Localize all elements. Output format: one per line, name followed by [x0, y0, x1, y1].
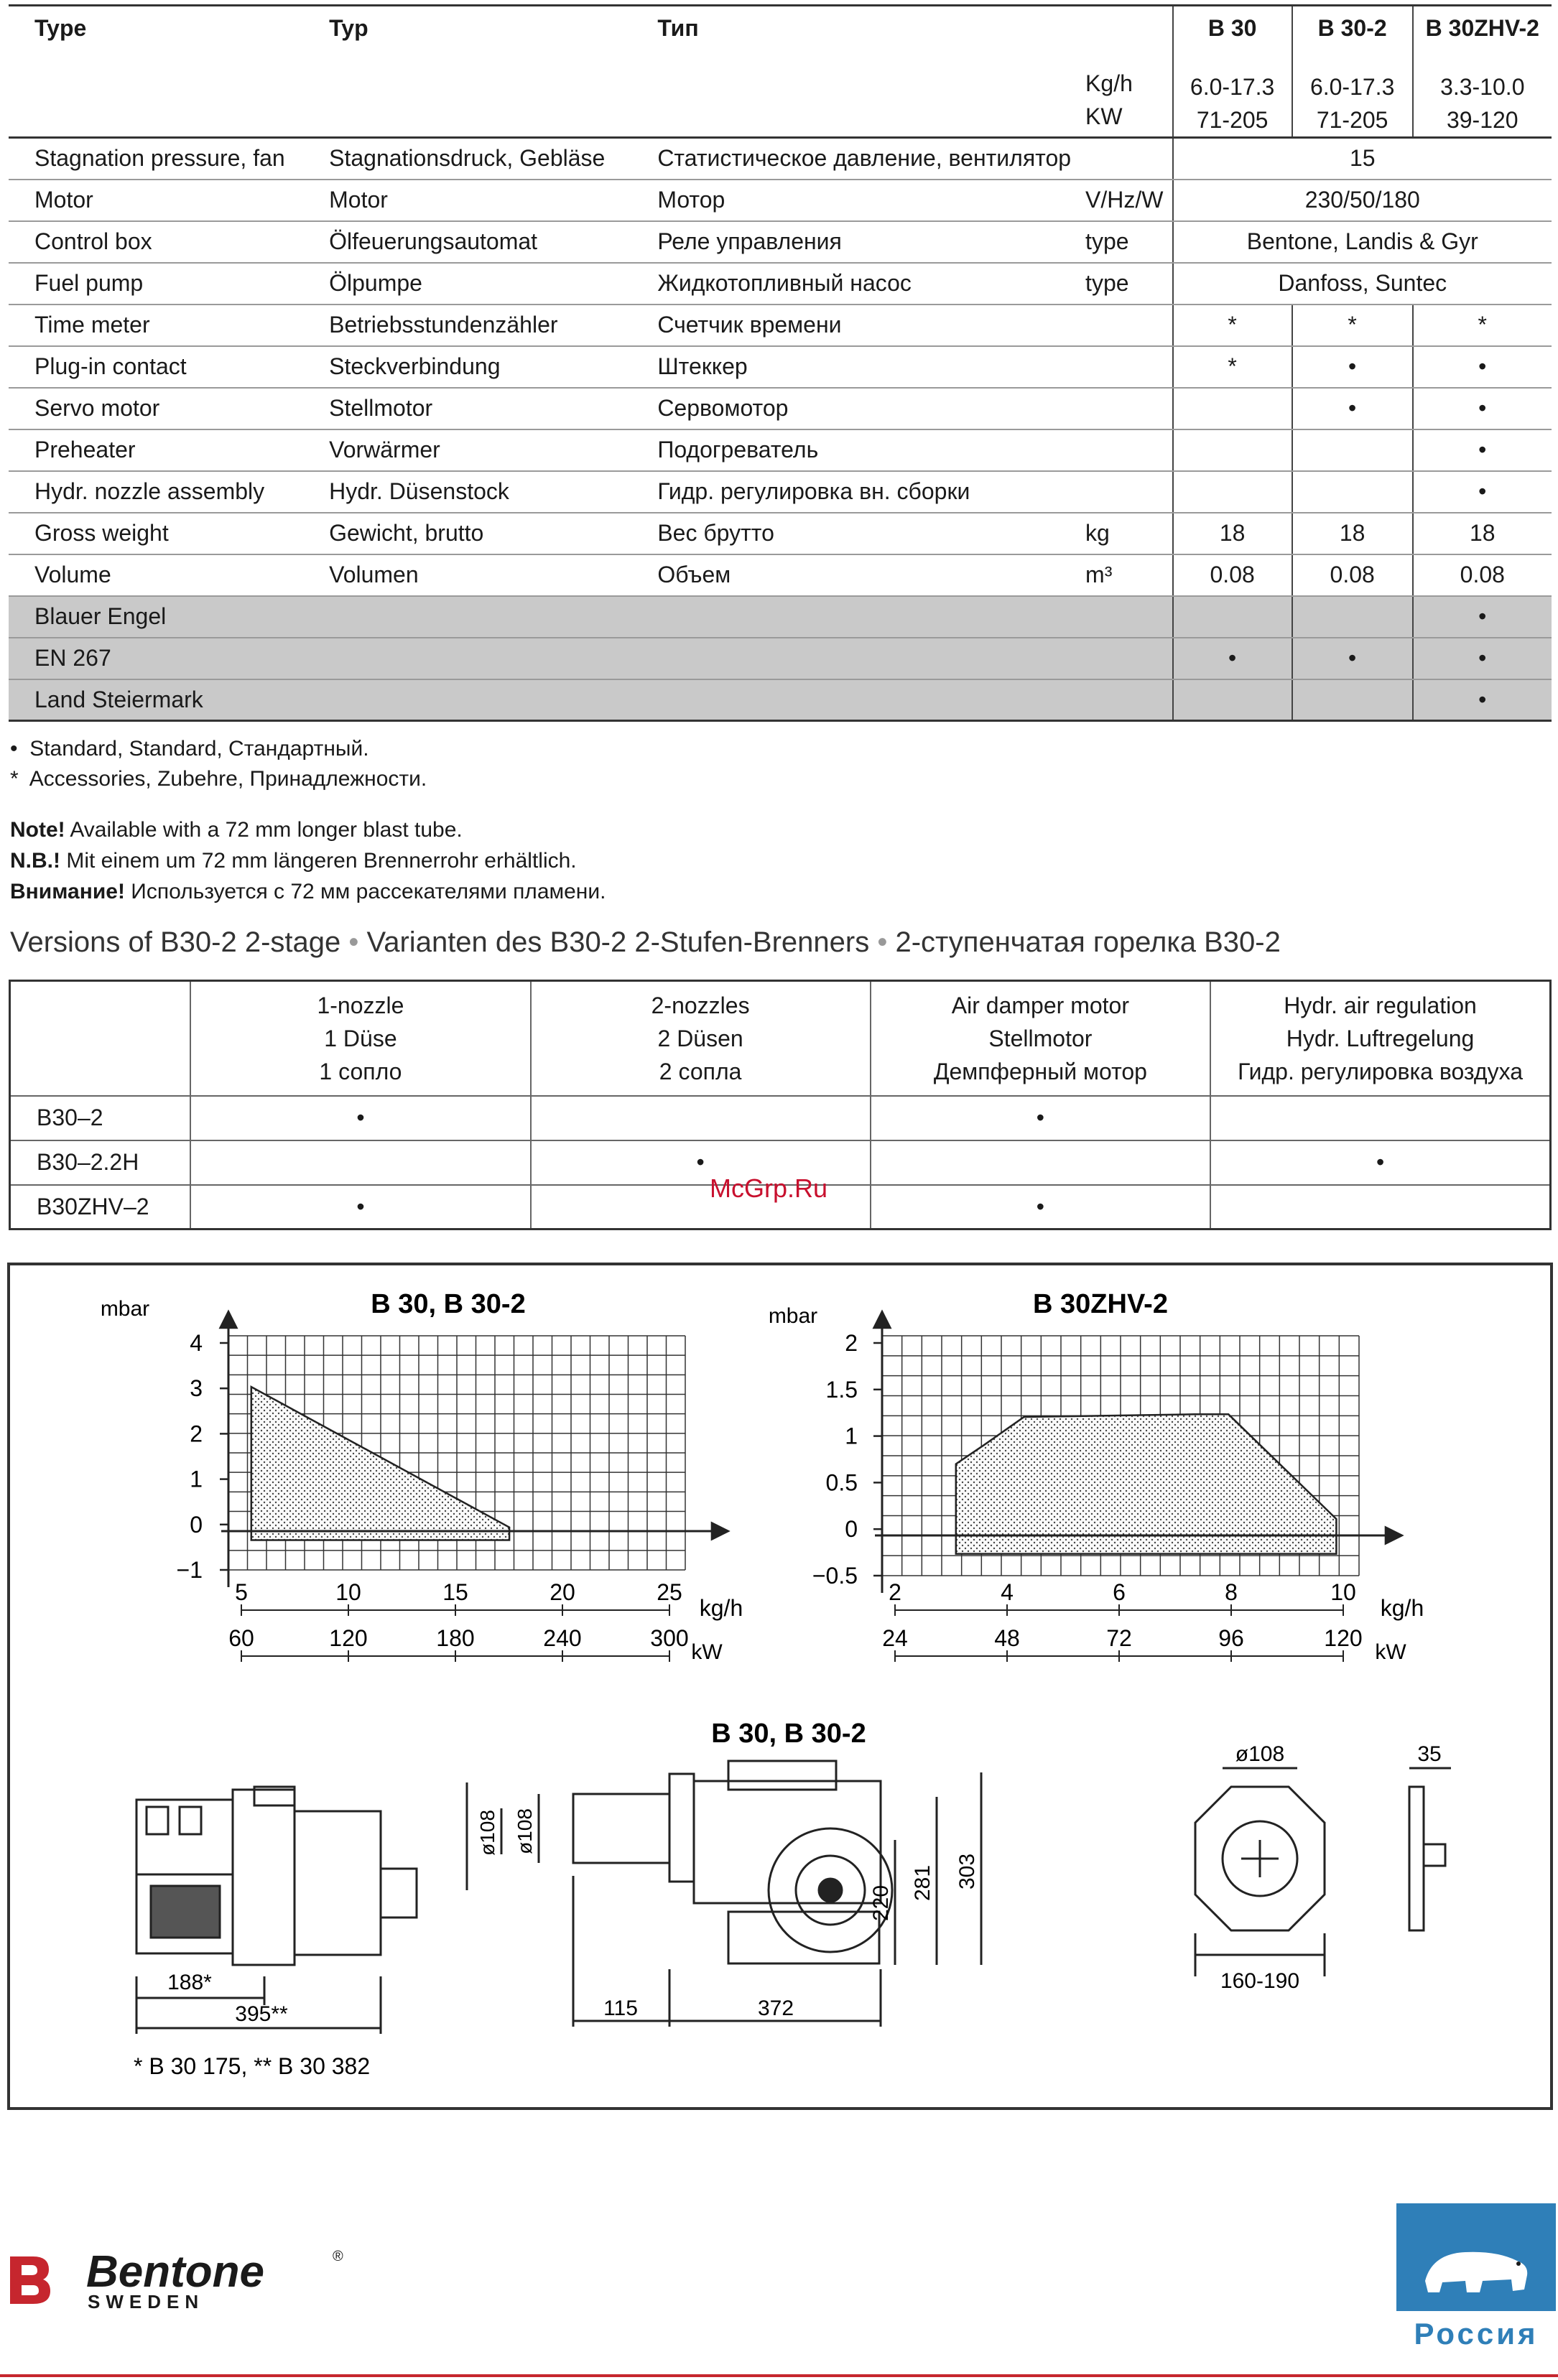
note-line	[10, 814, 606, 845]
row-label-de: Motor	[303, 180, 631, 221]
dim-flange-35: 35	[1417, 1742, 1442, 1766]
dim-115: 115	[603, 1996, 638, 2020]
y-tick-label: 3	[190, 1375, 203, 1402]
version-cell	[531, 1096, 871, 1140]
x-tick-label: 4	[1001, 1579, 1014, 1605]
x2-tick-label: 96	[1218, 1625, 1244, 1651]
y-tick-label: 1	[190, 1466, 203, 1492]
drawings-title: B 30, B 30-2	[711, 1719, 866, 1749]
row-value: 230/50/180	[1173, 180, 1552, 221]
x-tick-label: 25	[657, 1579, 682, 1605]
burner-base	[728, 1912, 879, 1963]
spec-header-row	[9, 6, 1552, 138]
col-ru: 1 сопло	[319, 1058, 402, 1084]
versions-title	[10, 926, 1281, 959]
x2-tick-label: 300	[650, 1625, 689, 1651]
col-en: Hydr. air regulation	[1284, 992, 1477, 1018]
chart-ylabel: mbar	[100, 1297, 150, 1321]
version-cell: •	[190, 1096, 530, 1140]
row-value	[1173, 471, 1292, 513]
approval-row	[9, 596, 1552, 638]
row-value: *	[1413, 305, 1552, 346]
bullet-icon: •	[10, 737, 18, 761]
versions-corner	[10, 981, 191, 1096]
versions-col-header	[190, 981, 530, 1096]
x-tick-label: 15	[442, 1579, 468, 1605]
row-label-en: Control box	[9, 221, 303, 263]
row-value: •	[1292, 346, 1413, 388]
row-unit	[1078, 388, 1172, 429]
y-tick-label: 1.5	[825, 1376, 858, 1403]
model-header	[1173, 6, 1292, 138]
row-label-en: Servo motor	[9, 388, 303, 429]
spec-row	[9, 180, 1552, 221]
model-kw: 39-120	[1446, 107, 1518, 133]
row-label-en: Fuel pump	[9, 263, 303, 305]
row-value: 18	[1292, 513, 1413, 554]
row-value	[1173, 388, 1292, 429]
legend-accessories-text: Accessories, Zubehre, Принадлежности.	[29, 767, 427, 791]
approval-value: •	[1413, 638, 1552, 679]
versions-row	[10, 1096, 1551, 1140]
approval-value: •	[1413, 679, 1552, 721]
y-tick-label: 2	[845, 1330, 858, 1356]
approval-label: Land Steiermark	[9, 679, 1173, 721]
front-side-box	[295, 1811, 381, 1955]
row-label-ru: Реле управления	[631, 221, 1078, 263]
x2-tick-label: 120	[329, 1625, 368, 1651]
row-value: Danfoss, Suntec	[1173, 263, 1552, 305]
version-cell	[1210, 1096, 1550, 1140]
row-unit	[1078, 471, 1172, 513]
row-unit: m³	[1078, 554, 1172, 596]
row-label-ru: Сервомотор	[631, 388, 1078, 429]
notes	[10, 814, 606, 907]
row-label-de: Gewicht, brutto	[303, 513, 631, 554]
row-label-en: Gross weight	[9, 513, 303, 554]
dim-flange-d108: ø108	[1235, 1742, 1285, 1766]
note-line	[10, 876, 606, 907]
dim-220: 220	[869, 1884, 893, 1922]
versions-col-header	[531, 981, 871, 1096]
y-tick-label: −0.5	[812, 1563, 858, 1589]
approval-value: •	[1413, 596, 1552, 638]
model-name: B 30	[1207, 15, 1257, 41]
bentone-b-icon	[10, 2256, 50, 2304]
dim-d108-b: ø108	[514, 1808, 536, 1854]
row-label-ru: Статистическое давление, вентилятор	[631, 138, 1078, 180]
x-tick-label: 8	[1225, 1579, 1238, 1605]
brand-name: Bentone	[86, 2247, 264, 2297]
approval-value	[1292, 596, 1413, 638]
model-kgh: 6.0-17.3	[1309, 74, 1395, 100]
approval-value: •	[1292, 638, 1413, 679]
russia-logo	[1396, 2203, 1556, 2356]
chart-b30zhv	[769, 1289, 1424, 1664]
version-cell	[190, 1140, 530, 1185]
x-tick-label: 2	[889, 1579, 901, 1605]
charts-drawings-panel	[7, 1263, 1553, 2110]
row-label-en: Plug-in contact	[9, 346, 303, 388]
spec-row	[9, 388, 1552, 429]
row-label-de: Stellmotor	[303, 388, 631, 429]
front-detail	[180, 1807, 201, 1834]
model-name: B 30ZHV-2	[1425, 15, 1539, 41]
row-label-de: Ölfeuerungsautomat	[303, 221, 631, 263]
flange-side-stud	[1424, 1844, 1445, 1866]
approval-value	[1292, 679, 1413, 721]
x-tick-label: 10	[335, 1579, 361, 1605]
row-unit: type	[1078, 221, 1172, 263]
x2-tick-label: 48	[994, 1625, 1020, 1651]
row-label-en: Stagnation pressure, fan	[9, 138, 303, 180]
flange	[669, 1774, 694, 1882]
approval-value	[1173, 596, 1292, 638]
approval-row	[9, 679, 1552, 721]
spec-row	[9, 513, 1552, 554]
versions-title-ru: 2-ступенчатая горелка B30-2	[895, 926, 1281, 958]
front-body	[233, 1790, 295, 1965]
row-value: •	[1413, 388, 1552, 429]
front-housing-upper	[136, 1800, 233, 1874]
burner-front-view	[136, 1787, 417, 2034]
chart-b30	[101, 1289, 743, 1664]
spec-row	[9, 429, 1552, 471]
bentone-logo	[6, 2241, 351, 2312]
dim-395: 395**	[235, 2002, 288, 2026]
watermark: McGrp.Ru	[710, 1173, 828, 1203]
x-tick-label: 10	[1330, 1579, 1356, 1605]
row-unit	[1078, 429, 1172, 471]
unit-header	[1078, 6, 1172, 138]
x2-tick-label: 60	[228, 1625, 254, 1651]
approval-label: EN 267	[9, 638, 1173, 679]
versions-col-header	[1210, 981, 1550, 1096]
x2-tick-label: 120	[1324, 1625, 1363, 1651]
row-label-ru: Вес брутто	[631, 513, 1078, 554]
x-tick-label: 5	[235, 1579, 248, 1605]
row-value: *	[1173, 305, 1292, 346]
row-unit	[1078, 305, 1172, 346]
note-text: Mit einem um 72 mm längeren Brennerrohr erhältlich.	[66, 849, 577, 873]
approval-value: •	[1173, 638, 1292, 679]
front-fan	[151, 1886, 220, 1938]
footer-divider	[0, 2374, 1558, 2377]
spec-row	[9, 221, 1552, 263]
row-label-de: Steckverbindung	[303, 346, 631, 388]
col-de: Stellmotor	[988, 1025, 1093, 1051]
row-label-en: Preheater	[9, 429, 303, 471]
y-tick-label: −1	[176, 1557, 203, 1583]
row-value	[1173, 429, 1292, 471]
dim-188: 188*	[167, 1971, 212, 1994]
row-label-de: Stagnationsdruck, Gebläse	[303, 138, 631, 180]
row-label-de: Volumen	[303, 554, 631, 596]
version-cell	[871, 1140, 1210, 1185]
row-label-de: Betriebsstundenzähler	[303, 305, 631, 346]
burner-side-view	[467, 1761, 981, 2027]
versions-col-header	[871, 981, 1210, 1096]
dim-372: 372	[757, 1996, 794, 2020]
row-value: *	[1173, 346, 1292, 388]
y-tick-label: 2	[190, 1421, 203, 1447]
y-tick-label: 0	[845, 1516, 858, 1543]
x-tick-label: 6	[1113, 1579, 1126, 1605]
col-header-ru: Тип	[631, 6, 1078, 138]
col-ru: Демпферный мотор	[933, 1058, 1147, 1084]
row-unit	[1078, 138, 1172, 180]
front-detail	[147, 1807, 168, 1834]
version-cell	[1210, 1185, 1550, 1229]
col-de: Hydr. Luftregelung	[1286, 1025, 1475, 1051]
col-de: 2 Düsen	[657, 1025, 743, 1051]
burner-housing	[694, 1781, 881, 1903]
separator-dot: •	[348, 926, 367, 958]
fan-hub	[819, 1879, 842, 1902]
chart-x2label: kW	[691, 1640, 723, 1664]
flange-side	[1409, 1787, 1424, 1930]
panel-canvas	[10, 1265, 1550, 2107]
version-cell: •	[871, 1096, 1210, 1140]
col-header-en: Type	[9, 6, 303, 138]
row-unit: type	[1078, 263, 1172, 305]
versions-title-en: Versions of B30-2 2-stage	[10, 926, 341, 958]
row-value	[1292, 471, 1413, 513]
dim-303: 303	[955, 1853, 979, 1890]
chart-title: B 30, B 30-2	[371, 1289, 526, 1319]
row-value: Bentone, Landis & Gyr	[1173, 221, 1552, 263]
y-tick-label: 0	[190, 1511, 203, 1538]
row-unit: kg	[1078, 513, 1172, 554]
dim-d108-a: ø108	[476, 1810, 499, 1856]
col-header-de: Typ	[303, 6, 631, 138]
chart-title: B 30ZHV-2	[1033, 1289, 1168, 1319]
row-unit	[1078, 346, 1172, 388]
row-value: 0.08	[1413, 554, 1552, 596]
row-value: 18	[1413, 513, 1552, 554]
row-value: •	[1413, 429, 1552, 471]
row-label-ru: Объем	[631, 554, 1078, 596]
row-value: 15	[1173, 138, 1552, 180]
row-value	[1292, 429, 1413, 471]
versions-title-de: Varianten des B30-2 2-Stufen-Brenners	[366, 926, 870, 958]
version-label: B30ZHV–2	[10, 1185, 191, 1229]
note-line	[10, 845, 606, 876]
version-cell: •	[190, 1185, 530, 1229]
unit-kw: KW	[1085, 103, 1123, 129]
approval-value	[1173, 679, 1292, 721]
dim-flange-160-190: 160-190	[1220, 1969, 1300, 1993]
model-header	[1413, 6, 1552, 138]
drawing-footnote: * B 30 175, ** B 30 382	[134, 2053, 371, 2079]
note-text: Используется с 72 мм рассекателями пламени.	[131, 880, 606, 903]
y-tick-label: 4	[190, 1330, 203, 1356]
model-kgh: 6.0-17.3	[1190, 74, 1275, 100]
version-cell: •	[871, 1185, 1210, 1229]
row-value: •	[1292, 388, 1413, 429]
x2-tick-label: 24	[882, 1625, 908, 1651]
spec-row	[9, 138, 1552, 180]
front-knob	[381, 1869, 417, 1918]
asterisk-icon: *	[10, 767, 19, 791]
row-value: *	[1292, 305, 1413, 346]
unit-kgh: Kg/h	[1085, 70, 1133, 96]
row-label-ru: Штеккер	[631, 346, 1078, 388]
chart-xlabel: kg/h	[699, 1595, 743, 1621]
model-kw: 71-205	[1196, 107, 1269, 133]
row-label-ru: Жидкотопливный насос	[631, 263, 1078, 305]
note-lead: N.B.!	[10, 849, 60, 873]
note-lead: Внимание!	[10, 880, 125, 903]
chart-x2label: kW	[1375, 1640, 1406, 1664]
brand-subtitle: SWEDEN	[88, 2291, 205, 2312]
col-de: 1 Düse	[324, 1025, 397, 1051]
col-ru: 2 сопла	[659, 1058, 742, 1084]
y-tick-label: 0.5	[825, 1469, 858, 1496]
spec-row	[9, 263, 1552, 305]
russia-label: Россия	[1414, 2317, 1539, 2351]
versions-header-row	[10, 981, 1551, 1096]
model-header	[1292, 6, 1413, 138]
legend-standard	[10, 737, 369, 761]
x2-tick-label: 72	[1106, 1625, 1132, 1651]
legend-standard-text: Standard, Standard, Стандартный.	[29, 737, 369, 761]
chart-xlabel: kg/h	[1380, 1595, 1424, 1621]
row-label-ru: Мотор	[631, 180, 1078, 221]
version-cell: •	[1210, 1140, 1550, 1185]
row-label-de: Hydr. Düsenstock	[303, 471, 631, 513]
brand-registered: ®	[333, 2249, 343, 2264]
x2-tick-label: 180	[436, 1625, 475, 1651]
row-label-ru: Гидр. регулировка вн. сборки	[631, 471, 1078, 513]
burner-top	[728, 1761, 836, 1790]
dim-281: 281	[911, 1864, 935, 1902]
row-value: 0.08	[1292, 554, 1413, 596]
row-value: •	[1413, 346, 1552, 388]
row-value: 0.08	[1173, 554, 1292, 596]
spec-row	[9, 554, 1552, 596]
row-unit: V/Hz/W	[1078, 180, 1172, 221]
flange-views	[1195, 1768, 1451, 1976]
version-cell: •	[531, 1140, 871, 1185]
row-label-en: Volume	[9, 554, 303, 596]
row-label-en: Time meter	[9, 305, 303, 346]
row-value: 18	[1173, 513, 1292, 554]
x2-tick-label: 240	[543, 1625, 582, 1651]
row-label-ru: Подогреватель	[631, 429, 1078, 471]
model-kgh: 3.3-10.0	[1440, 74, 1525, 100]
x-tick-label: 20	[550, 1579, 575, 1605]
row-label-de: Ölpumpe	[303, 263, 631, 305]
col-en: 1-nozzle	[317, 992, 404, 1018]
spec-row	[9, 346, 1552, 388]
col-ru: Гидр. регулировка воздуха	[1238, 1058, 1523, 1084]
version-label: B30–2	[10, 1096, 191, 1140]
row-value: •	[1413, 471, 1552, 513]
spec-table	[9, 4, 1552, 722]
separator-dot: •	[877, 926, 896, 958]
model-name: B 30-2	[1317, 15, 1387, 41]
chart-ylabel: mbar	[768, 1304, 818, 1328]
y-tick-label: 1	[845, 1423, 858, 1449]
approval-label: Blauer Engel	[9, 596, 1173, 638]
approval-row	[9, 638, 1552, 679]
note-text: Available with a 72 mm longer blast tube.	[70, 818, 463, 842]
model-kw: 71-205	[1316, 107, 1388, 133]
col-en: 2-nozzles	[651, 992, 750, 1018]
spec-row	[9, 305, 1552, 346]
note-lead: Note!	[10, 818, 65, 842]
spec-row	[9, 471, 1552, 513]
legend-accessories	[10, 767, 427, 791]
col-en: Air damper motor	[951, 992, 1129, 1018]
row-label-de: Vorwärmer	[303, 429, 631, 471]
row-label-en: Hydr. nozzle assembly	[9, 471, 303, 513]
version-label: B30–2.2H	[10, 1140, 191, 1185]
row-label-en: Motor	[9, 180, 303, 221]
blast-tube	[573, 1794, 669, 1863]
row-label-ru: Счетчик времени	[631, 305, 1078, 346]
